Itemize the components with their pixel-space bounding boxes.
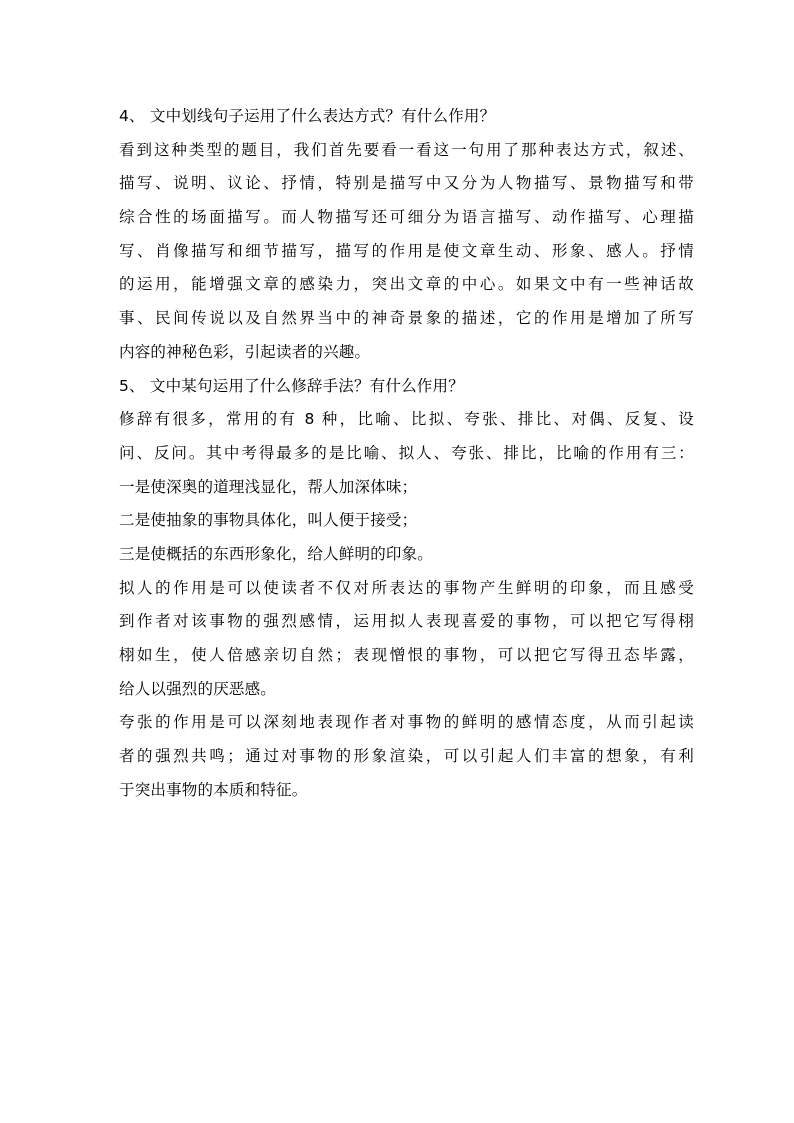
text-line: 三是使概括的东西形象化，给人鲜明的印象。	[119, 544, 434, 563]
text-line: 的运用，能增强文章的感染力，突出文章的中心。如果文中有一些神话故	[119, 275, 694, 294]
text-line: 问、反问。其中考得最多的是比喻、拟人、夸张、排比，比喻的作用有三：	[119, 443, 694, 462]
text-line: 拟人的作用是可以使读者不仅对所表达的事物产生鲜明的印象，而且感受	[119, 578, 694, 597]
text-line: 一是使深奥的道理浅显化，帮人加深体味；	[119, 477, 418, 496]
text-line: 5、 文中某句运用了什么修辞手法？有什么作用？	[119, 376, 464, 395]
text-line: 内容的神秘色彩，引起读者的兴趣。	[119, 342, 371, 361]
text-line: 事、民间传说以及自然界当中的神奇景象的描述，它的作用是增加了所写	[119, 309, 694, 328]
text-line: 综合性的场面描写。而人物描写还可细分为语言描写、动作描写、心理描	[119, 208, 694, 227]
text-line: 看到这种类型的题目，我们首先要看一看这一句用了那种表达方式，叙述、	[119, 140, 694, 159]
text-line: 者的强烈共鸣；通过对事物的形象渲染，可以引起人们丰富的想象，有利	[119, 747, 694, 766]
text-line: 写、肖像描写和细节描写，描写的作用是使文章生动、形象、感人。抒情	[119, 241, 694, 260]
text-line: 4、 文中划线句子运用了什么表达方式？有什么作用？	[119, 107, 496, 125]
text-line: 修辞有很多，常用的有 8 种，比喻、比拟、夸张、排比、对偶、反复、设	[119, 410, 694, 429]
text-line: 栩如生，使人倍感亲切自然；表现憎恨的事物，可以把它写得丑态毕露，	[119, 646, 694, 664]
text-line: 给人以强烈的厌恶感。	[119, 679, 277, 698]
text-line: 描写、说明、议论、抒情，特别是描写中又分为人物描写、景物描写和带	[119, 174, 694, 193]
document-body	[119, 106, 694, 813]
text-line: 夸张的作用是可以深刻地表现作者对事物的鲜明的感情态度，从而引起读	[119, 713, 694, 732]
text-line: 到作者对该事物的强烈感情，运用拟人表现喜爱的事物，可以把它写得栩	[119, 612, 694, 631]
text-line: 二是使抽象的事物具体化，叫人便于接受；	[119, 511, 418, 530]
text-line: 于突出事物的本质和特征。	[119, 780, 308, 799]
